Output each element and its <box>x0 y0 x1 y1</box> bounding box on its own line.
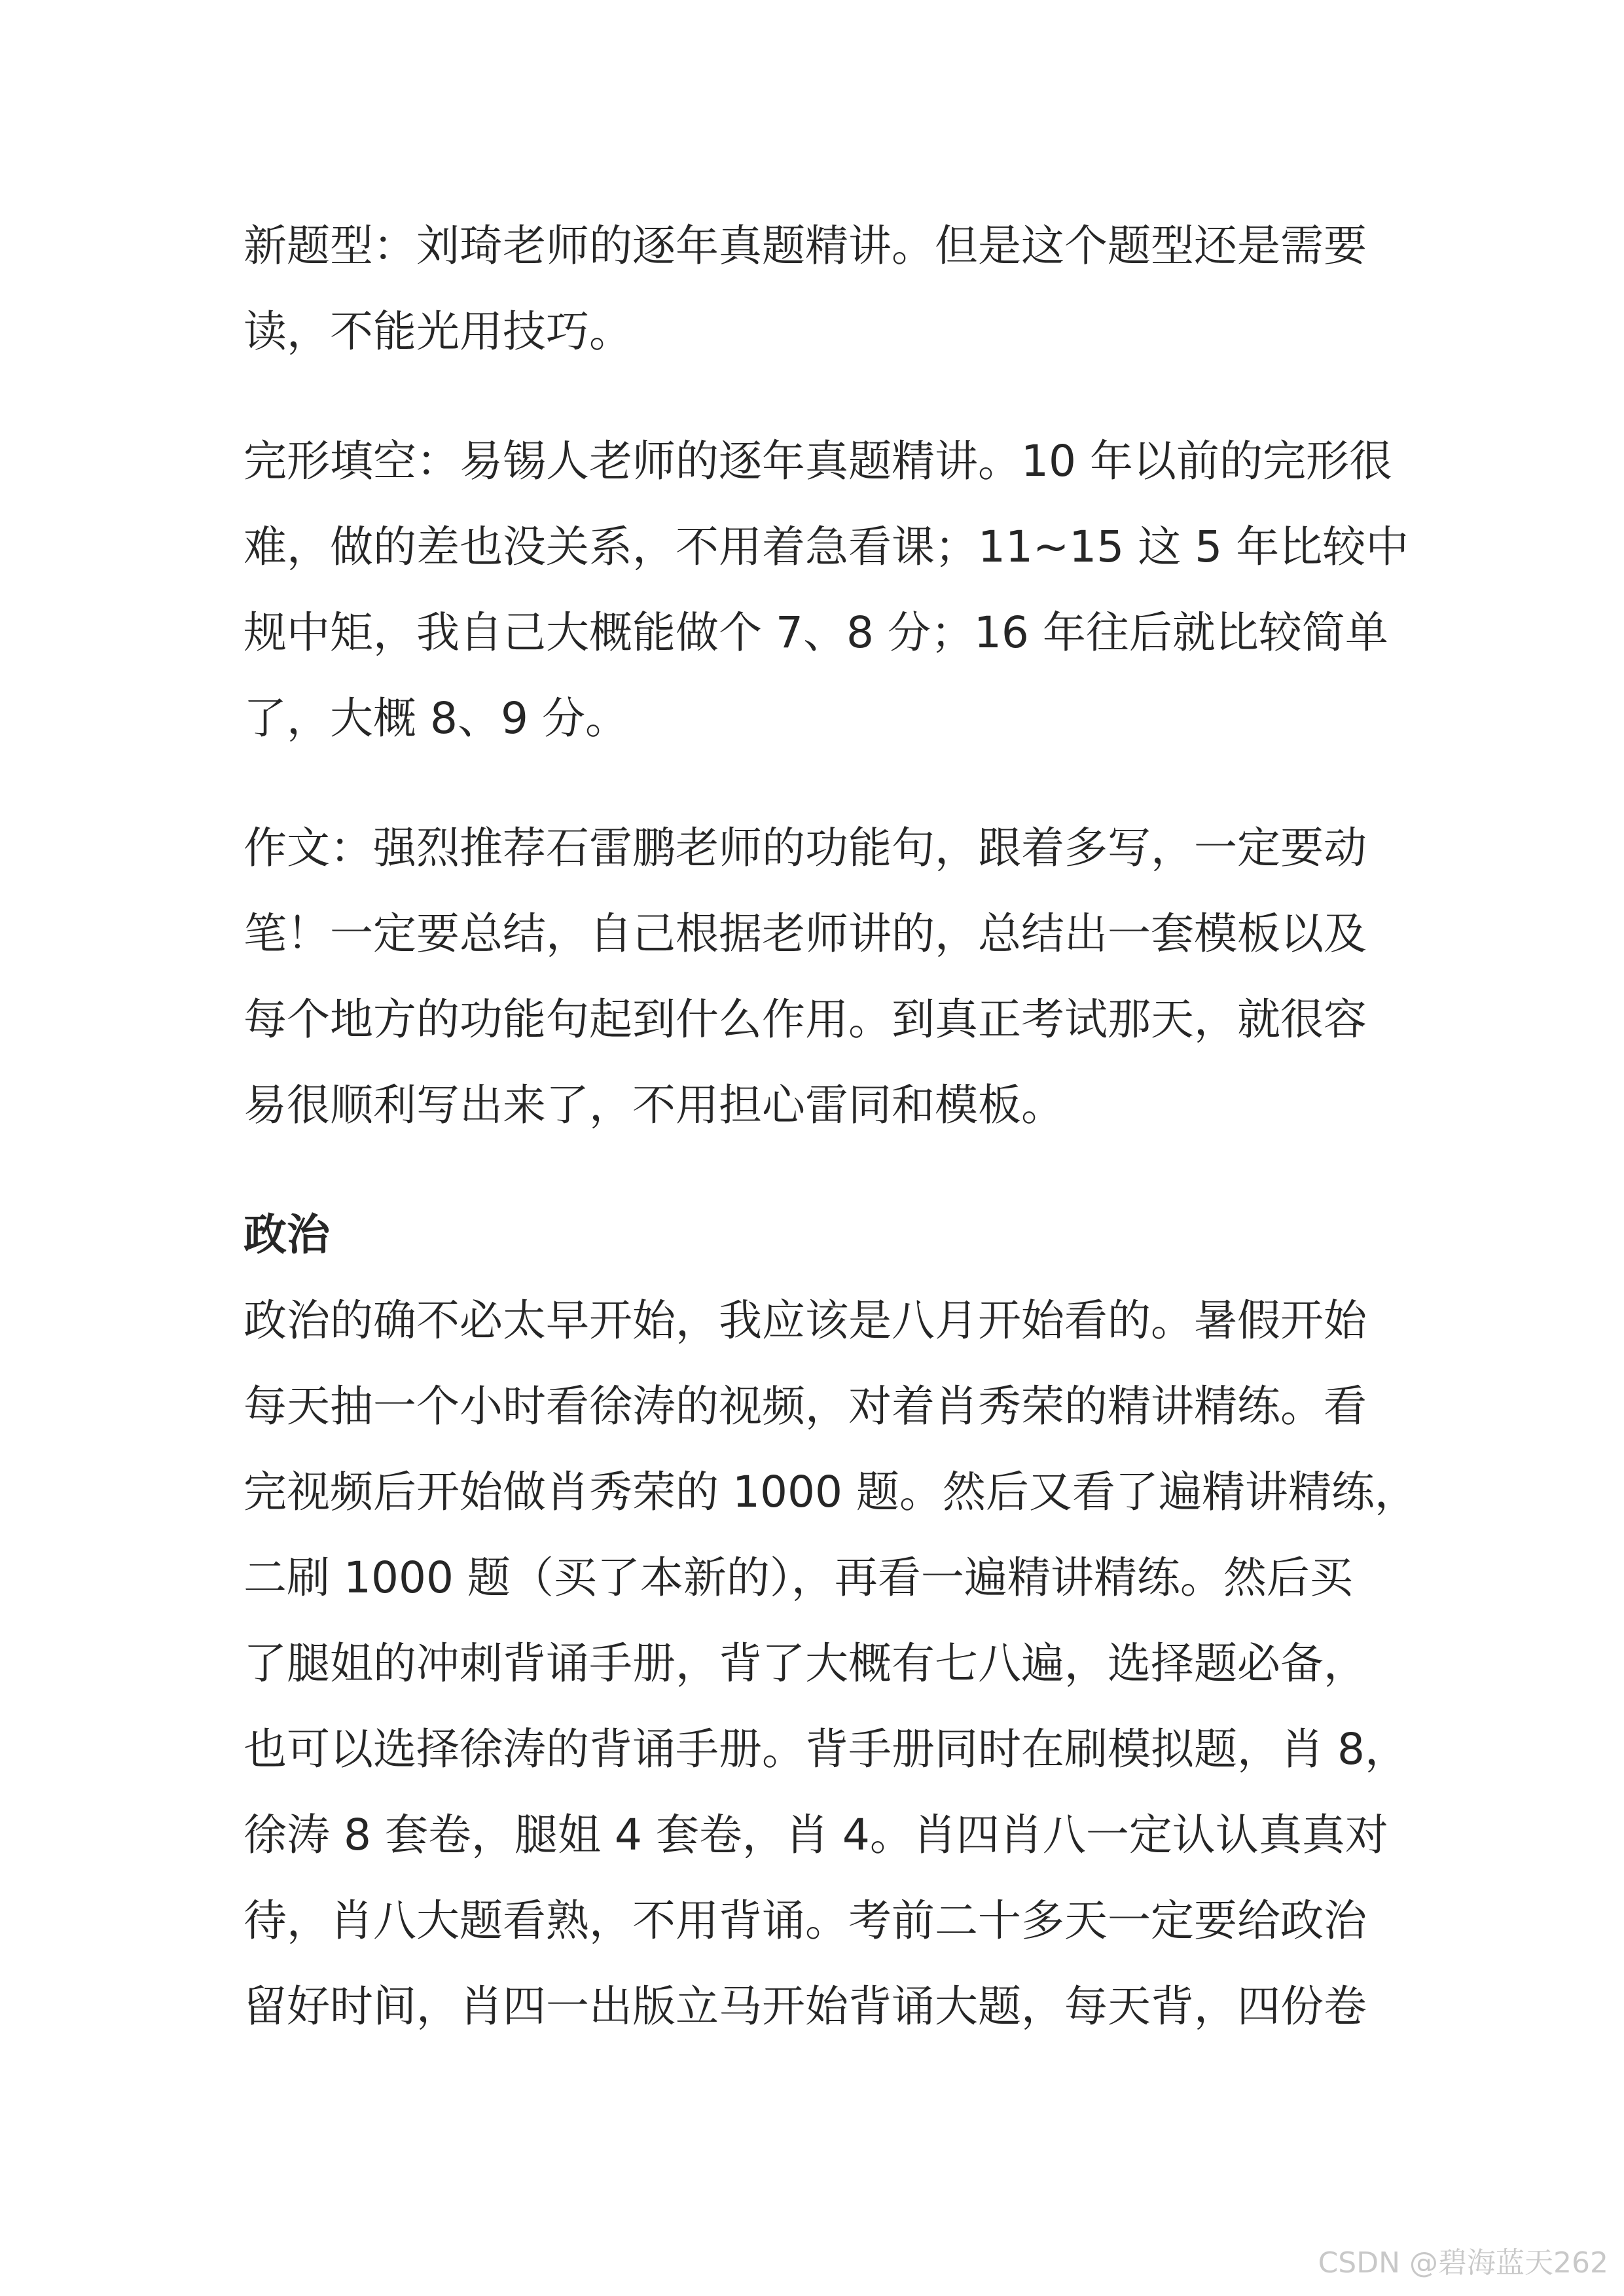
paragraph-new-question-type <box>244 203 1382 374</box>
document-body <box>244 203 1418 2049</box>
text-line: 读，不能光用技巧。 <box>244 306 632 357</box>
text-line: 政治的确不必太早开始，我应该是八月开始看的。暑假开始 <box>244 1295 1367 1346</box>
text-line: 完视频后开始做肖秀荣的 1000 题。然后又看了遍精讲精练， <box>244 1467 1418 1517</box>
text-line: 每个地方的功能句起到什么作用。到真正考试那天，就很容 <box>244 994 1367 1045</box>
paragraph-spacer <box>244 761 1382 805</box>
paragraph-politics <box>244 1278 1418 2049</box>
text-line: 规中矩，我自己大概能做个 7、8 分；16 年往后就比较简单 <box>244 607 1388 658</box>
paragraph-essay <box>244 805 1382 1148</box>
text-line: 完形填空：易锡人老师的逐年真题精讲。10 年以前的完形很 <box>244 436 1392 486</box>
text-line: 也可以选择徐涛的背诵手册。背手册同时在刷模拟题，肖 8， <box>244 1724 1408 1774</box>
text-line: 徐涛 8 套卷，腿姐 4 套卷，肖 4。肖四肖八一定认认真真对 <box>244 1810 1388 1860</box>
text-line: 作文：强烈推荐石雷鹏老师的功能句，跟着多写，一定要动 <box>244 823 1367 873</box>
text-line: 易很顺利写出来了，不用担心雷同和模板。 <box>244 1080 1064 1130</box>
paragraph-cloze <box>244 418 1409 761</box>
text-line: 难，做的差也没关系，不用着急看课；11~15 这 5 年比较中 <box>244 522 1409 572</box>
paragraph-spacer <box>244 374 1382 418</box>
text-line: 新题型：刘琦老师的逐年真题精讲。但是这个题型还是需要 <box>244 221 1367 271</box>
text-line: 每天抽一个小时看徐涛的视频，对着肖秀荣的精讲精练。看 <box>244 1381 1367 1431</box>
text-line: 笔！一定要总结，自己根据老师讲的，总结出一套模板以及 <box>244 908 1367 959</box>
csdn-watermark: CSDN @碧海蓝天262 <box>1318 2246 1608 2280</box>
text-line: 留好时间，肖四一出版立马开始背诵大题，每天背，四份卷 <box>244 1981 1367 2032</box>
text-line: 了，大概 8、9 分。 <box>244 693 628 744</box>
text-line: 二刷 1000 题（买了本新的），再看一遍精讲精练。然后买 <box>244 1552 1353 1603</box>
section-heading-politics: 政治 <box>244 1210 330 1260</box>
text-line: 了腿姐的冲刺背诵手册，背了大概有七八遍，选择题必备， <box>244 1638 1367 1689</box>
text-line: 待，肖八大题看熟，不用背诵。考前二十多天一定要给政治 <box>244 1895 1367 1946</box>
paragraph-spacer <box>244 1148 1382 1192</box>
